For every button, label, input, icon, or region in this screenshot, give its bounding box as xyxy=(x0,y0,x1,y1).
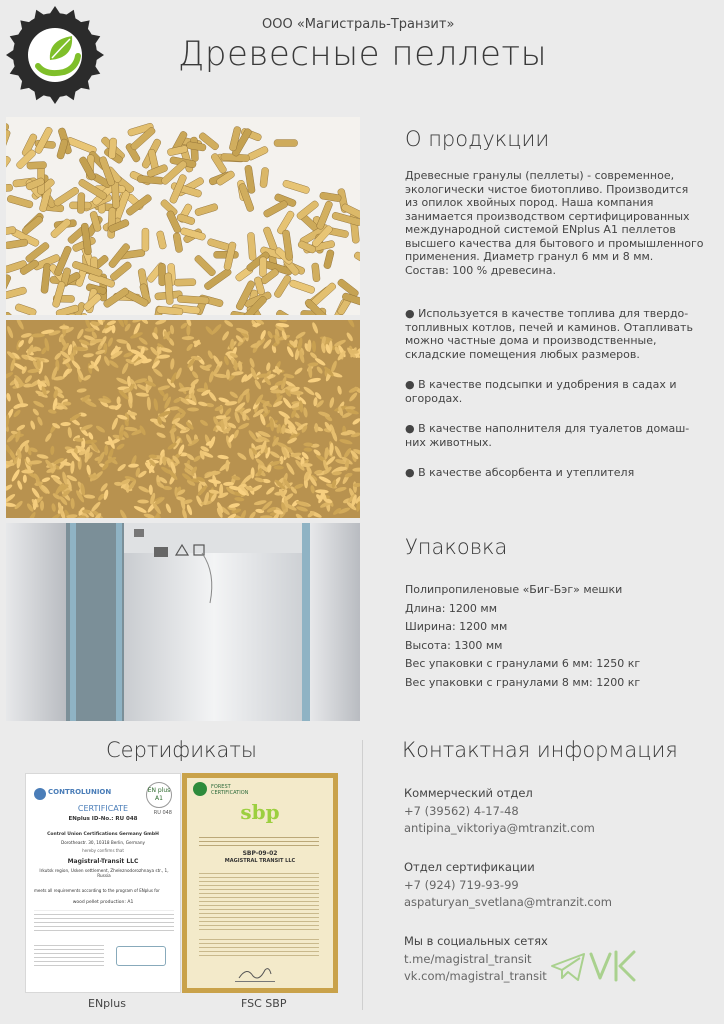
cert-scope: wood pellet production: A1 xyxy=(72,900,134,905)
cert-location: Irkutsk region, Usken settlement, Zheleznodorozhnaya str., 1, Russia xyxy=(39,868,169,878)
pellet xyxy=(77,193,85,214)
fsc-sbp-label: FSC SBP xyxy=(241,997,287,1010)
pellet xyxy=(112,181,120,208)
pellets-texture-photo xyxy=(6,320,360,518)
cert-company: Magistral-Transit LLC xyxy=(67,858,139,865)
about-bullet-line: ● Используется в качестве топлива для твердо- xyxy=(405,307,689,320)
about-intro-line: из опилок хвойных пород. Наша компания xyxy=(405,196,654,209)
enplus-certificate[interactable] xyxy=(25,773,181,993)
certification-phone[interactable]: +7 (924) 719-93-99 xyxy=(404,878,519,892)
pellet xyxy=(27,161,47,169)
about-intro-line: занимается производством сертифицированных xyxy=(405,209,690,223)
about-intro-line: экологически чистое биотопливо. Производится xyxy=(405,182,689,196)
about-bullet-line: ● В качестве наполнителя для туалетов домаш- xyxy=(405,422,690,435)
about-bullet-line: ● В качестве абсорбента и утеплителя xyxy=(405,466,635,479)
pellet xyxy=(111,325,115,334)
enplus-label: ENplus xyxy=(88,997,126,1010)
certification-email[interactable]: aspaturyan_svetlana@mtranzit.com xyxy=(404,895,612,909)
fsc-logo-icon xyxy=(193,782,207,796)
cert-id: ENplus ID-No.: RU 048 xyxy=(68,816,138,822)
badge-code: RU 048 xyxy=(153,810,172,816)
packaging-specs xyxy=(405,583,721,694)
packaging-title: Упаковка xyxy=(405,535,508,559)
pellet xyxy=(174,279,196,287)
packaging-spec-line: Полипропиленовые «Биг-Бэг» мешки xyxy=(405,583,623,596)
about-bullet-line: складские помещения любых размеров. xyxy=(405,347,640,361)
cert-heading: CERTIFICATE xyxy=(77,804,129,813)
cert-hereby: hereby confirms that xyxy=(82,848,124,853)
header xyxy=(0,0,724,112)
big-bag-photo xyxy=(6,523,360,721)
cert-meets: meets all requirements according to the program of ENplus for xyxy=(34,888,160,893)
enplus-badge-icon: EN plus A1 xyxy=(146,782,172,808)
cert-org: CONTROLUNION xyxy=(48,788,112,796)
about-intro-line: высшего качества для бытового и промышленного xyxy=(405,236,704,250)
commercial-heading: Коммерческий отдел xyxy=(404,786,533,800)
about-bullet-line: ● В качестве подсыпки и удобрения в садах и xyxy=(405,378,677,391)
commercial-phone[interactable]: +7 (39562) 4-17-48 xyxy=(404,804,519,818)
about-bullet-line: топливных котлов, печей и каминов. Отапливать xyxy=(405,320,693,334)
about-bullet-line: них животных. xyxy=(405,435,492,449)
cert-body-text xyxy=(34,910,174,932)
certificates-title: Сертификаты xyxy=(106,738,257,762)
social-heading: Мы в социальных сетях xyxy=(404,934,548,948)
about-bullets xyxy=(405,307,721,497)
cert2-signature-icon xyxy=(235,964,275,982)
cert2-code: SBP-09-02 xyxy=(242,850,278,857)
about-bullet xyxy=(405,378,721,405)
cert2-scope xyxy=(199,936,319,958)
pellet xyxy=(274,140,298,147)
cert-dates xyxy=(34,942,104,966)
pellets-closeup-photo xyxy=(6,117,360,315)
about-bullet xyxy=(405,307,721,361)
vk-icon[interactable] xyxy=(588,948,638,984)
pellet xyxy=(6,123,9,130)
sbp-logo-icon: sbp xyxy=(240,800,280,824)
controlunion-logo-icon xyxy=(34,788,46,800)
packaging-spec-line: Вес упаковки с гранулами 8 мм: 1200 кг xyxy=(405,675,641,689)
pellet xyxy=(259,257,266,277)
fsc-sbp-certificate[interactable] xyxy=(182,773,338,993)
company-name: ООО «Магистраль-Транзит» xyxy=(262,17,455,32)
packaging-spec-line: Высота: 1300 мм xyxy=(405,638,503,652)
cert2-body-text xyxy=(199,870,319,930)
about-bullet-line: огородах. xyxy=(405,391,463,405)
certification-heading: Отдел сертификации xyxy=(404,860,535,874)
telegram-icon[interactable] xyxy=(550,952,586,982)
about-bullet xyxy=(405,466,721,480)
vk-link[interactable]: vk.com/magistral_transit xyxy=(404,969,547,983)
about-intro-line: применения. Диаметр гранул 6 мм и 8 мм. xyxy=(405,250,654,263)
cert-address: Dorotheastr. 30, 10318 Berlin, Germany xyxy=(61,840,145,845)
about-bullet xyxy=(405,422,721,449)
cert-issuer: Control Union Certifications Germany GmbH xyxy=(47,832,159,837)
about-intro-line: Состав: 100 % древесина. xyxy=(405,263,556,277)
page-title: Древесные пеллеты xyxy=(178,34,548,74)
about-bullet-line: можно частные дома и производственные, xyxy=(405,334,657,347)
cert-stamp-icon xyxy=(116,946,166,966)
telegram-link[interactable]: t.me/magistral_transit xyxy=(404,952,532,966)
about-intro-line: Древесные гранулы (пеллеты) - современное, xyxy=(405,169,675,182)
divider xyxy=(362,740,363,1010)
cert2-intro xyxy=(199,834,319,848)
packaging-spec-line: Вес упаковки с гранулами 6 мм: 1250 кг xyxy=(405,657,641,670)
pellet xyxy=(107,208,115,239)
commercial-email[interactable]: antipina_viktoriya@mtranzit.com xyxy=(404,821,595,835)
about-title: О продукции xyxy=(405,127,550,151)
about-section xyxy=(365,117,724,518)
company-logo-icon xyxy=(6,6,104,104)
about-intro xyxy=(405,169,721,277)
pellet xyxy=(226,369,230,379)
packaging-section xyxy=(365,523,724,721)
pellet xyxy=(142,228,149,251)
packaging-spec-line: Ширина: 1200 мм xyxy=(405,620,508,633)
packaging-spec-line: Длина: 1200 мм xyxy=(405,601,497,615)
cert-org-2: FOREST CERTIFICATION xyxy=(211,784,249,796)
cert2-company: MAGISTRAL TRANSIT LLC xyxy=(224,858,296,864)
pellet xyxy=(158,263,165,286)
about-intro-line: международной системой ENplus A1 пеллетов xyxy=(405,223,676,236)
contacts-title: Контактная информация xyxy=(402,738,678,762)
